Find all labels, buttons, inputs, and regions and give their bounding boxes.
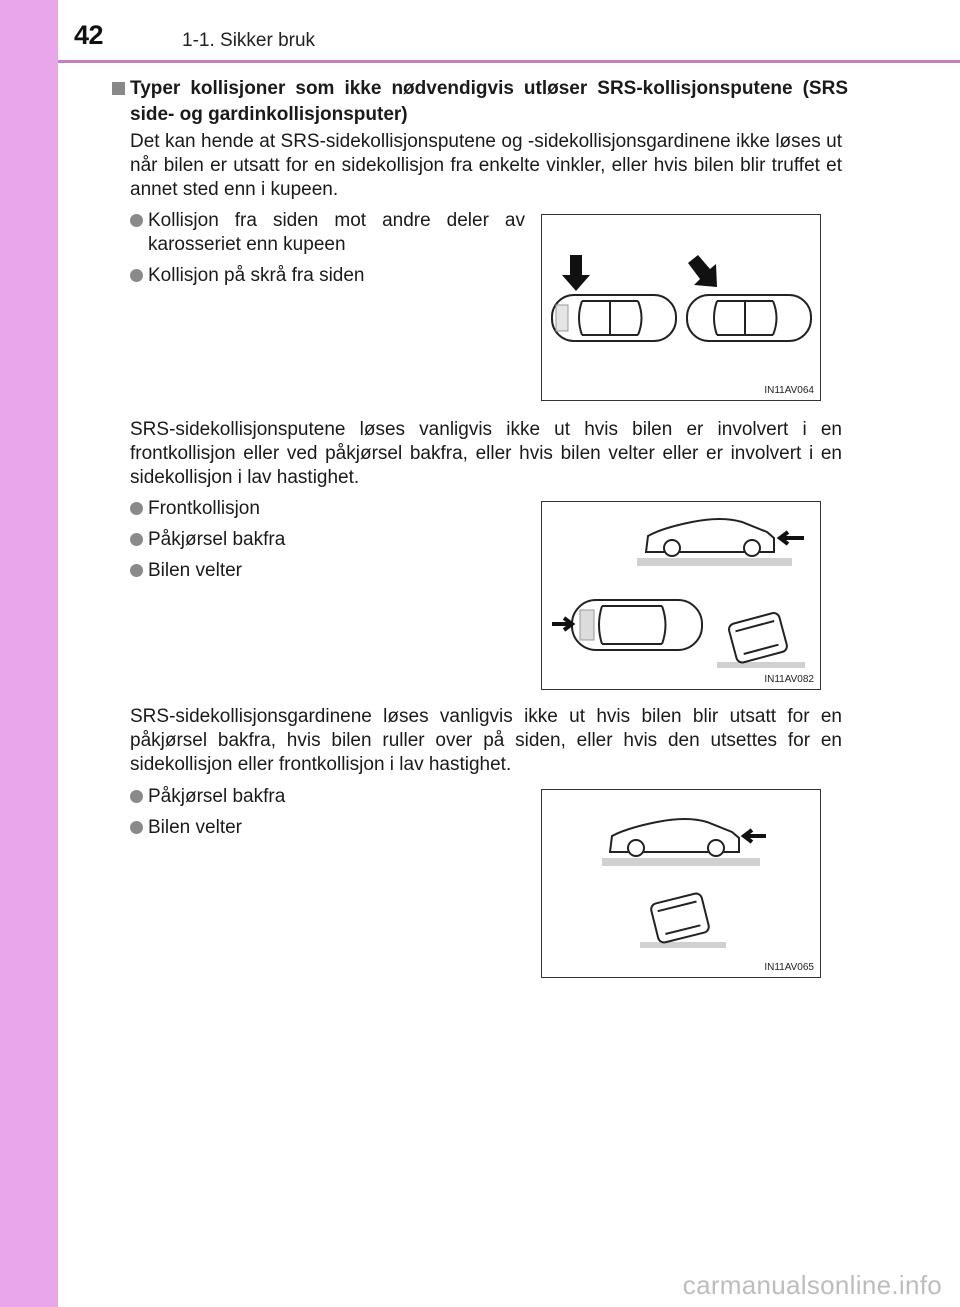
list-item [130, 264, 525, 288]
watermark: carmanualsonline.info [682, 1270, 942, 1300]
car-rear-rollover-illustration [542, 790, 820, 977]
list-item [130, 559, 525, 583]
paragraph-3: SRS-sidekollisjonsgardinene løses vanligvis ikke ut hvis bilen blir utsatt for en påkjørsel bakfra, hvis bilen ruller over på siden, eller hvis den utsettes for en sidekollisjon eller frontkollisjon i lav hastighet. [130, 706, 842, 775]
list-item [130, 785, 525, 809]
figure-code: IN11AV064 [764, 385, 814, 396]
paragraph-1: Det kan hende at SRS-sidekollisjonsputene og -sidekollisjonsgardinene ikke løses ut når bilen er utsatt for en sidekollisjon fra enkelte vinkler, eller hvis bilen blir truffet et annet sted enn i kupeen. [130, 131, 842, 200]
list-item-text: Bilen velter [148, 817, 242, 838]
side-tab [0, 0, 58, 1307]
bullet-list-2 [130, 497, 525, 590]
list-item-text: Påkjørsel bakfra [148, 529, 286, 550]
heading-text: Typer kollisjoner som ikke nødvendigvis utløser SRS-kollisjonsputene (SRS side- og gardinkollisjonsputer) [130, 78, 848, 125]
bullet-dot-icon [130, 502, 143, 515]
list-item [130, 816, 525, 840]
bullet-dot-icon [130, 269, 143, 282]
page-header [0, 0, 960, 64]
bullet-dot-icon [130, 533, 143, 546]
list-item-text: Bilen velter [148, 560, 242, 581]
list-item-text: Frontkollisjon [148, 498, 260, 519]
figure-front-rear-rollover [541, 501, 821, 690]
bullet-dot-icon [130, 821, 143, 834]
car-front-rear-rollover-illustration [542, 502, 820, 689]
section-heading [112, 76, 848, 128]
bullet-dot-icon [130, 214, 143, 227]
list-item-text: Påkjørsel bakfra [148, 786, 286, 807]
page-number: 42 [74, 20, 104, 50]
header-divider [58, 60, 960, 63]
paragraph-2: SRS-sidekollisjonsputene løses vanligvis ikke ut hvis bilen er involvert i en frontkollisjon eller ved påkjørsel bakfra, eller hvis bilen velter eller er involvert i en sidekollisjon i lav hastighet. [130, 419, 842, 488]
list-item-text: Kollisjon på skrå fra siden [148, 265, 365, 286]
list-item [130, 497, 525, 521]
car-side-impact-illustration [542, 215, 820, 400]
list-item-text: Kollisjon fra siden mot andre deler av karosseriet enn kupeen [148, 210, 525, 255]
figure-rear-rollover [541, 789, 821, 978]
section-title: 1-1. Sikker bruk [182, 30, 316, 51]
bullet-list-3 [130, 785, 525, 847]
figure-side-impact [541, 214, 821, 401]
bullet-dot-icon [130, 790, 143, 803]
square-bullet-icon [112, 82, 125, 95]
list-item [130, 528, 525, 552]
bullet-list-1 [130, 209, 525, 295]
figure-code: IN11AV082 [764, 674, 814, 685]
list-item [130, 209, 525, 257]
figure-code: IN11AV065 [764, 962, 814, 973]
bullet-dot-icon [130, 564, 143, 577]
